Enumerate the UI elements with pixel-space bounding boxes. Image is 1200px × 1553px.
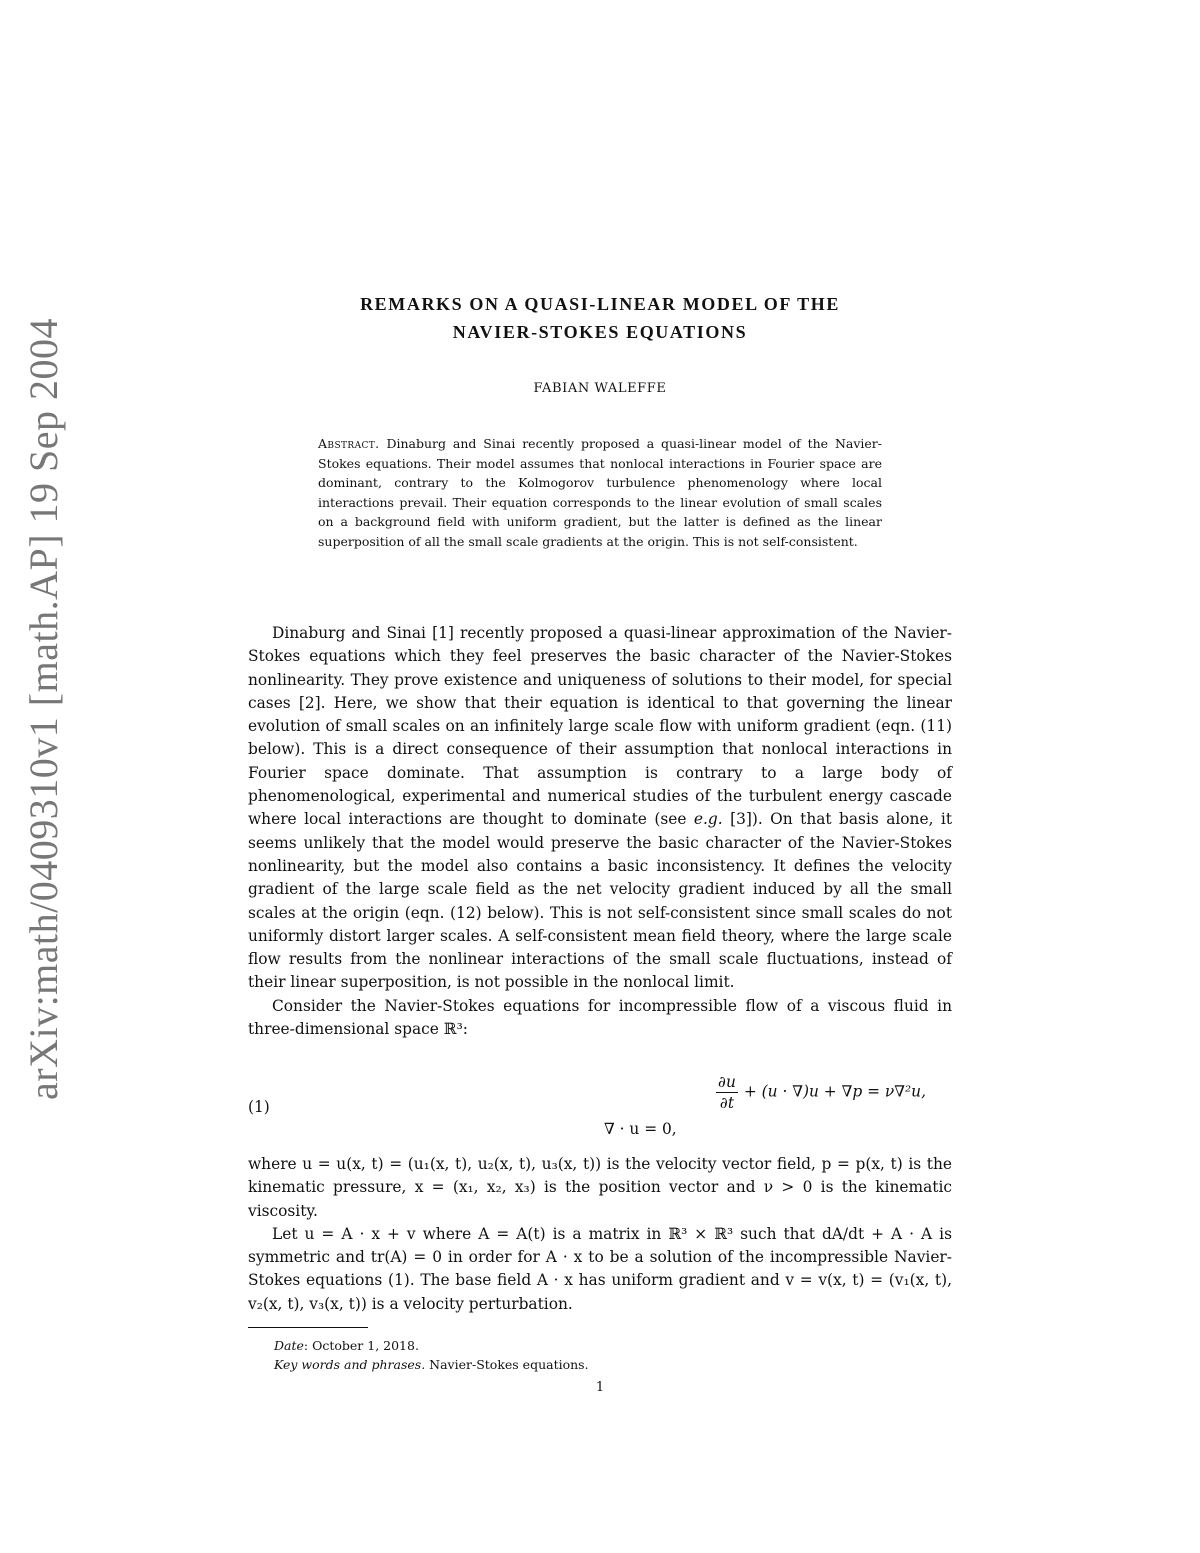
footnote-keywords-label: Key words and phrases. bbox=[274, 1357, 426, 1372]
equation-number: (1) bbox=[248, 1098, 270, 1116]
equation-line-momentum bbox=[716, 1072, 926, 1113]
title-line-2: NAVIER-STOKES EQUATIONS bbox=[452, 322, 748, 342]
paragraph-consider: Consider the Navier-Stokes equations for incompressible flow of a viscous fluid in three-dimensional space ℝ³: bbox=[248, 996, 952, 1039]
partial-derivative-fraction bbox=[716, 1072, 738, 1113]
footnote-date-value: : October 1, 2018. bbox=[303, 1338, 419, 1353]
equation-line-continuity: ∇ · u = 0, bbox=[604, 1120, 677, 1138]
paragraph-intro bbox=[248, 622, 952, 995]
paragraph-intro-part-a: Dinaburg and Sinai [1] recently proposed a quasi-linear approximation of the Navier-Stokes equations which they feel preserves the basic character of the Navier-Stokes nonlinearity. They prove existence and uniqueness of solutions to their model, for special cases [2]. Here, we show that their equation is identical to that governing the linear evolution of small scales on an infinitely large scale flow with uniform gradient (eqn. (11) below). This is a direct consequence of their assumption that nonlocal interactions in Fourier space dominate. That assumption is contrary to a large body of phenomenological, experimental and numerical studies of the turbulent energy cascade where local interactions are thought to dominate (see bbox=[248, 624, 952, 829]
paragraph-let: Let u = A · x + v where A = A(t) is a matrix in ℝ³ × ℝ³ such that dA/dt + A · A is symmetric and tr(A) = 0 in order for A · x to be a solution of the incompressible Navier-Stokes equations (1). The base field A · x has uniform gradient and v = v(x, t) = (v₁(x, t), v₂(x, t), v₃(x, t)) is a velocity perturbation. bbox=[248, 1224, 952, 1313]
footnote-keywords bbox=[274, 1355, 589, 1374]
equation-1 bbox=[248, 1068, 952, 1148]
body-text-after-equation bbox=[248, 1153, 952, 1316]
footnotes bbox=[274, 1336, 589, 1374]
paragraph-where: where u = u(x, t) = (u₁(x, t), u₂(x, t), u₃(x, t)) is the velocity vector field, p = p(x, t) is the kinematic pressure, x = (x₁, x₂, x₃) is the position vector and ν > 0 is the kinematic viscosity. bbox=[248, 1155, 952, 1220]
fraction-denominator: ∂t bbox=[719, 1094, 735, 1112]
page-number: 1 bbox=[595, 1380, 605, 1395]
footnote-date-label: Date bbox=[274, 1338, 304, 1353]
footnote-date bbox=[274, 1336, 589, 1355]
abstract bbox=[318, 434, 882, 551]
title-line-1: REMARKS ON A QUASI-LINEAR MODEL OF THE bbox=[360, 294, 840, 314]
abstract-heading: Abstract. bbox=[318, 436, 380, 451]
footnote-rule bbox=[248, 1327, 368, 1328]
momentum-equation-rest: + (u · ∇)u + ∇p = ν∇²u, bbox=[743, 1082, 926, 1101]
footnote-keywords-value: Navier-Stokes equations. bbox=[425, 1357, 589, 1372]
eg-italic: e.g. bbox=[693, 810, 723, 829]
arxiv-identifier-stamp: arXiv:math/0409310v1 [math.AP] 19 Sep 2004 bbox=[21, 317, 66, 1100]
paper-title bbox=[250, 290, 950, 346]
abstract-text: Dinaburg and Sinai recently proposed a quasi-linear model of the Navier-Stokes equations. Their model assumes that nonlocal interactions in Fourier space are dominant, contrary to the Kolmogorov turbulence phenomenology where local interactions prevail. Their equation corresponds to the linear evolution of small scales on a background field with uniform gradient, but the latter is defined as the linear superposition of all the small scale gradients at the origin. This is not self-consistent. bbox=[318, 436, 882, 549]
body-text bbox=[248, 622, 952, 1041]
fraction-numerator: ∂u bbox=[718, 1073, 736, 1091]
author-name: FABIAN WALEFFE bbox=[533, 381, 667, 396]
paragraph-intro-part-b: [3]). On that basis alone, it seems unlikely that the model would preserve the basic character of the Navier-Stokes nonlinearity, but the model also contains a basic inconsistency. It defines the velocity gradient of the large scale field as the net velocity gradient induced by all the small scales at the origin (eqn. (12) below). This is not self-consistent since small scales do not uniformly distort larger scales. A self-consistent mean field theory, where the large scale flow results from the nonlinear interactions of the small scale fluctuations, instead of their linear superposition, is not possible in the nonlocal limit. bbox=[248, 810, 953, 992]
